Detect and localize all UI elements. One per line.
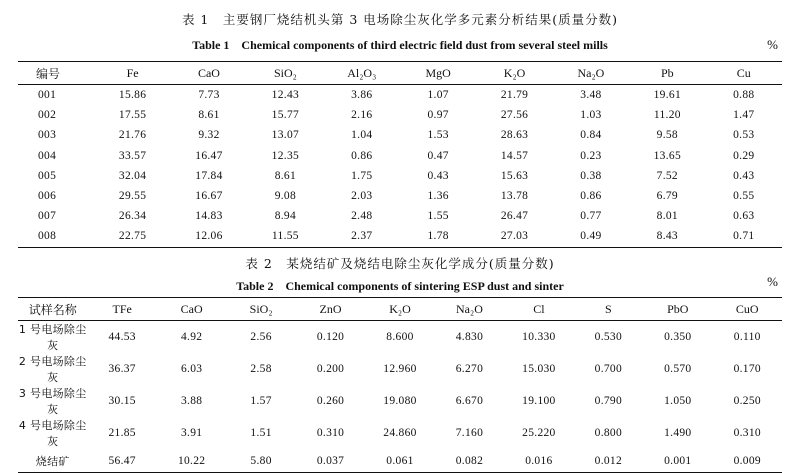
table1-cell: 13.78 (500, 190, 529, 203)
table2-column-header: 试样名称 (18, 298, 87, 321)
table2-header-row (18, 298, 782, 321)
table1 (18, 61, 782, 248)
table1-column-header: CaO (171, 62, 247, 85)
table2-cell: 2 号电场除尘灰 (18, 355, 87, 384)
table1-column-header: 编号 (18, 62, 94, 85)
table2-cell: 0.061 (365, 449, 434, 473)
table2-cell: 0.350 (664, 331, 692, 343)
table1-cell: 15.63 (500, 169, 529, 182)
table1-cell: 0.49 (553, 226, 629, 247)
table1-cell: 29.55 (118, 190, 147, 203)
table1-cell: 8.94 (274, 210, 297, 223)
table1-cell: 15.77 (271, 109, 300, 122)
table2-cell: 19.100 (522, 395, 556, 407)
table2-column-header: ZnO (296, 298, 365, 321)
table2-cell: 3.88 (180, 395, 203, 407)
table2-column-header: SiO₂ (226, 298, 295, 321)
table1-column-header: Cu (706, 62, 782, 85)
table1-cell: 21.79 (500, 89, 529, 102)
table2-row (18, 353, 782, 385)
table1-cell: 19.61 (653, 89, 681, 102)
table2-cell: 36.37 (108, 363, 136, 375)
table2-cell: 4.830 (455, 331, 484, 343)
table2-column-header: PbO (643, 298, 712, 321)
table1-cell: 004 (38, 149, 57, 162)
table1-cell: 0.53 (733, 129, 755, 142)
table2-cell: 0.250 (733, 395, 761, 407)
table1-row (18, 85, 782, 106)
table1-cell: 1.04 (351, 129, 373, 142)
table1-cell: 0.86 (580, 190, 602, 203)
table1-cell: 7.73 (198, 89, 220, 102)
table1-cell: 005 (38, 169, 57, 182)
table2-cell: 0.310 (316, 427, 345, 439)
table1-row (18, 166, 782, 186)
table2-cell: 12.960 (383, 363, 417, 375)
table1-cell: 27.56 (500, 109, 529, 122)
table1-column-header: Fe (94, 62, 170, 85)
table1-body (18, 85, 782, 248)
table1-cell: 17.55 (118, 109, 147, 122)
table2-cell: 0.700 (594, 363, 623, 375)
table1-cell: 3.86 (351, 89, 373, 102)
table2-cell: 21.85 (108, 427, 136, 439)
table2-column-header: Cl (504, 298, 573, 321)
table1-cell: 2.37 (324, 226, 400, 247)
table1-cell: 2.16 (351, 109, 373, 122)
table2-cell: 0.110 (733, 331, 761, 343)
table1-cell: 1.07 (427, 89, 449, 102)
table2-cell: 24.860 (383, 427, 417, 439)
table2-cell: 0.310 (733, 427, 761, 439)
table2-column-header: TFe (87, 298, 156, 321)
table1-unit: % (767, 37, 778, 52)
table2-caption-en: Table 2 Chemical components of sintering ESP dust and sinter (236, 279, 564, 293)
table2-column-header: K₂O (365, 298, 434, 321)
table1-cell: 26.34 (118, 210, 147, 223)
table1-cell: 27.03 (476, 226, 552, 247)
table1-cell: 0.55 (733, 190, 755, 203)
table2-cell: 6.270 (455, 363, 484, 375)
table1-caption-cn: 表 1 主要钢厂烧结机头第 3 电场除尘灰化学多元素分析结果(质量分数) (181, 12, 619, 27)
table2-cell: 25.220 (522, 427, 556, 439)
table1-cell: 14.83 (195, 210, 223, 223)
table1-cell: 1.53 (427, 129, 449, 142)
table2-cell: 15.030 (522, 363, 556, 375)
table2-cell: 8.600 (386, 331, 414, 343)
table2-cell: 0.016 (504, 449, 573, 473)
table2-cell: 0.800 (594, 427, 623, 439)
table1-row (18, 105, 782, 125)
table2-cell: 0.082 (435, 449, 504, 473)
table1-cell: 33.57 (118, 149, 147, 162)
table1-column-header: Na₂O (553, 62, 629, 85)
table1-cell: 11.20 (653, 109, 681, 122)
table2-cell: 2.56 (250, 331, 272, 343)
table1-cell: 0.84 (580, 129, 602, 142)
table1-cell: 1.03 (580, 109, 602, 122)
table1-cell: 1.55 (427, 210, 449, 223)
table1-row (18, 186, 782, 206)
table2-column-header: CuO (713, 298, 782, 321)
table1-column-header: K₂O (476, 62, 552, 85)
table1-cell: 002 (38, 109, 57, 122)
table2-cell: 10.330 (522, 331, 556, 343)
table1-cell: 0.63 (733, 210, 755, 223)
table2-column-header: S (574, 298, 643, 321)
table1-cell: 0.29 (733, 149, 755, 162)
table1-column-header: Al₂O₃ (324, 62, 400, 85)
table1-cell: 16.67 (195, 190, 223, 203)
table1-cell: 2.48 (351, 210, 373, 223)
table1-cell: 32.04 (118, 169, 147, 182)
table2-cell: 0.570 (664, 363, 692, 375)
table2-cell: 0.260 (316, 395, 345, 407)
table2-cell: 7.160 (455, 427, 484, 439)
table1-header-row (18, 62, 782, 85)
table2-cell: 4 号电场除尘灰 (18, 419, 87, 448)
table2-cell: 1.490 (664, 427, 692, 439)
table2-cell: 19.080 (383, 395, 417, 407)
table2-unit: % (767, 274, 778, 289)
table1-cell: 9.58 (656, 129, 678, 142)
table2-cell: 3.91 (180, 427, 203, 439)
table2-cell: 0.120 (316, 331, 345, 343)
table1-column-header: SiO₂ (247, 62, 323, 85)
table2-cell: 30.15 (108, 395, 136, 407)
table2-cell: 烧结矿 (18, 449, 87, 473)
table1-cell: 001 (38, 89, 57, 102)
table1-column-header: Pb (629, 62, 705, 85)
table1-cell: 0.97 (427, 109, 449, 122)
table2-cell: 1 号电场除尘灰 (18, 323, 87, 352)
table2-cell: 4.92 (180, 331, 203, 343)
table2-row (18, 417, 782, 449)
table2-cell: 0.170 (733, 363, 761, 375)
table1-cell: 8.61 (198, 109, 220, 122)
table1-cell: 007 (38, 210, 57, 223)
table1-cell: 12.43 (271, 89, 300, 102)
table1-cell: 1.36 (427, 190, 449, 203)
table1-cell: 008 (18, 226, 94, 247)
table1-cell: 0.71 (706, 226, 782, 247)
table1-row (18, 226, 782, 247)
table2-cell: 5.80 (226, 449, 295, 473)
table2-cell: 6.03 (180, 363, 203, 375)
table2-cell: 0.037 (296, 449, 365, 473)
table2 (18, 297, 782, 473)
table1-cell: 0.43 (427, 169, 449, 182)
table1-cell: 12.06 (171, 226, 247, 247)
table2-cell: 10.22 (157, 449, 226, 473)
table2-cell: 1.57 (250, 395, 272, 407)
table2-body (18, 321, 782, 473)
table2-cell: 56.47 (87, 449, 156, 473)
table1-cell: 1.47 (733, 109, 755, 122)
table1-cell: 1.78 (400, 226, 476, 247)
table2-caption-cn: 表 2 某烧结矿及烧结电除尘灰化学成分(质量分数) (245, 256, 555, 271)
table1-cell: 8.43 (629, 226, 705, 247)
table1-cell: 21.76 (118, 129, 147, 142)
table2-cell: 3 号电场除尘灰 (18, 387, 87, 416)
table1-cell: 22.75 (94, 226, 170, 247)
table1-cell: 003 (38, 129, 57, 142)
table1-cell: 9.08 (274, 190, 297, 203)
table2-cell: 0.001 (643, 449, 712, 473)
table1-cell: 8.01 (656, 210, 678, 223)
table1-cell: 12.35 (271, 149, 300, 162)
table1-cell: 0.47 (427, 149, 449, 162)
table2-column-header: Na₂O (435, 298, 504, 321)
table1-cell: 3.48 (580, 89, 602, 102)
table1-row (18, 146, 782, 166)
table1-cell: 13.65 (653, 149, 681, 162)
table2-cell: 6.670 (455, 395, 484, 407)
table2-cell: 0.012 (574, 449, 643, 473)
table1-cell: 6.79 (656, 190, 678, 203)
table1-cell: 17.84 (195, 169, 223, 182)
table1-cell: 7.52 (656, 169, 678, 182)
table1-cell: 11.55 (247, 226, 323, 247)
table2-column-header: CaO (157, 298, 226, 321)
table1-cell: 0.23 (580, 149, 602, 162)
table2-cell: 0.009 (713, 449, 782, 473)
table1-cell: 26.47 (500, 210, 529, 223)
table2-row (18, 449, 782, 473)
table1-cell: 1.75 (351, 169, 373, 182)
table2-row (18, 385, 782, 417)
table2-cell: 1.050 (664, 395, 692, 407)
table2-cell: 1.51 (250, 427, 272, 439)
table1-cell: 006 (38, 190, 57, 203)
table1-row (18, 206, 782, 226)
table1-caption-en: Table 1 Chemical components of third electric field dust from several steel mills (192, 38, 608, 52)
table1-cell: 2.03 (351, 190, 373, 203)
table2-cell: 0.790 (594, 395, 623, 407)
table1-cell: 0.86 (351, 149, 373, 162)
table1-cell: 28.63 (500, 129, 529, 142)
table1-row (18, 125, 782, 145)
table1-cell: 0.43 (733, 169, 755, 182)
table2-cell: 2.58 (250, 363, 272, 375)
table1-column-header: MgO (400, 62, 476, 85)
table1-cell: 15.86 (118, 89, 147, 102)
table1-cell: 0.77 (580, 210, 602, 223)
table2-cell: 0.530 (594, 331, 623, 343)
table1-cell: 14.57 (500, 149, 529, 162)
table1-cell: 0.88 (733, 89, 755, 102)
table1-cell: 13.07 (271, 129, 300, 142)
table2-cell: 0.200 (316, 363, 345, 375)
table1-cell: 9.32 (198, 129, 220, 142)
table2-cell: 44.53 (108, 331, 136, 343)
table1-cell: 16.47 (195, 149, 223, 162)
table1-cell: 8.61 (274, 169, 297, 182)
table1-cell: 0.38 (580, 169, 602, 182)
table2-row (18, 321, 782, 354)
